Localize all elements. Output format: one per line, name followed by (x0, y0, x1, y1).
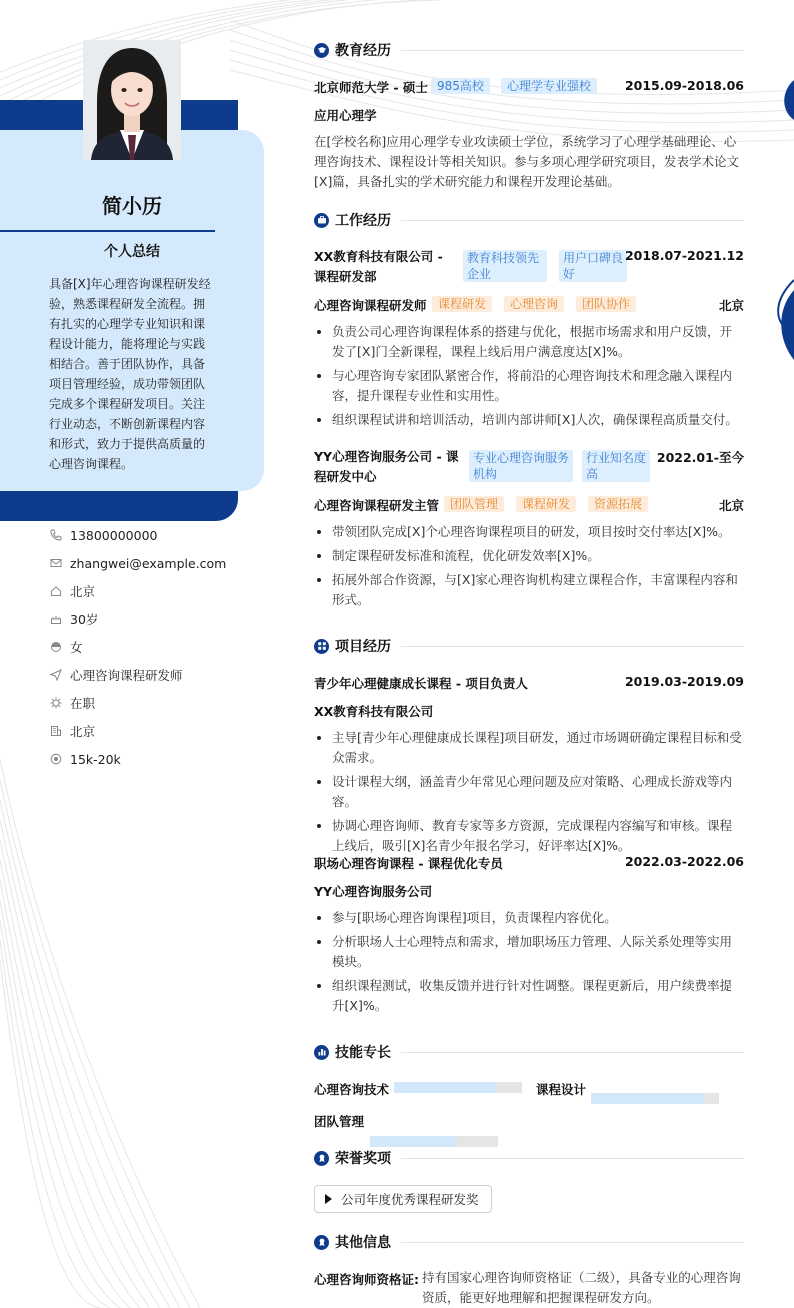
list-item: 拓展外部合作资源，与[X]家心理咨询机构建立课程合作，丰富课程内容和形式。 (314, 570, 744, 610)
avatar (83, 40, 181, 160)
list-item: 设计课程大纲，涵盖青少年常见心理问题及应对策略、心理成长游戏等内容。 (314, 772, 744, 812)
info-icon (314, 1235, 329, 1250)
profile-name: 简小历 (102, 194, 162, 218)
section-title-awards: 荣誉奖项 (335, 1151, 391, 1167)
skill-3-name: 团队管理 (314, 1114, 365, 1129)
bar-chart-icon (314, 1045, 329, 1060)
job-1-date: 2018.07-2021.12 (624, 248, 744, 263)
section-header-education (314, 40, 744, 60)
home-icon (50, 585, 62, 597)
contact-item-status (50, 689, 250, 717)
list-item: 协调心理咨询师、教育专家等多方资源，完成课程内容编写和审核。课程上线后，吸引[X]名青少年报名学习，好评率达[X]%。 (314, 816, 744, 856)
job-1-role: 心理咨询课程研发师 (314, 298, 427, 313)
section-header-awards (314, 1148, 744, 1168)
contact-city-text: 北京 (70, 724, 96, 739)
contact-item-salary (50, 745, 250, 773)
job-2-date: 2022.01-至今 (656, 450, 744, 465)
education-tag-1: 985高校 (431, 78, 490, 94)
contact-gender-text: 女 (70, 640, 83, 655)
section-title-education: 教育经历 (335, 43, 391, 59)
contact-email-text: zhangwei@example.com (70, 555, 227, 571)
grid-icon (314, 639, 329, 654)
job-1-skill-2: 心理咨询 (504, 296, 564, 312)
list-item: 组织课程试讲和培训活动，培训内部讲师[X]人次，确保课程高质量交付。 (314, 410, 744, 430)
medal-icon (314, 1151, 329, 1166)
job-2-skill-1: 团队管理 (444, 496, 504, 512)
job-1-tag-1: 教育科技领先企业 (463, 250, 547, 282)
skill-2-bar-fill (591, 1093, 704, 1104)
section-title-work: 工作经历 (335, 213, 391, 229)
status-icon (50, 697, 62, 709)
summary-title: 个人总结 (104, 244, 160, 260)
contact-phone-text: 13800000000 (70, 527, 158, 543)
send-icon (50, 669, 62, 681)
list-item: 负责公司心理咨询课程体系的搭建与优化，根据市场需求和用户反馈，开发了[X]门全新课程，课程上线后用户满意度达[X]%。 (314, 322, 744, 362)
section-divider (401, 1242, 744, 1243)
list-item: 组织课程测试，收集反馈并进行针对性调整。课程更新后，用户续费率提升[X]%。 (314, 976, 744, 1016)
section-header-projects (314, 636, 744, 656)
list-item: 主导[青少年心理健康成长课程]项目研发，通过市场调研确定课程目标和受众需求。 (314, 728, 744, 768)
job-1-bullets (314, 322, 744, 434)
section-header-skills (314, 1042, 744, 1062)
other-label: 心理咨询师资格证: (314, 1272, 419, 1287)
contact-salary-text: 15k-20k (70, 751, 121, 767)
job-2-company: YY心理咨询服务公司 - 课程研发中心 (314, 449, 459, 484)
list-item: 参与[职场心理咨询课程]项目，负责课程内容优化。 (314, 908, 744, 928)
contact-item-age (50, 605, 250, 633)
play-triangle-icon (325, 1194, 332, 1204)
briefcase-icon (314, 213, 329, 228)
job-1-company: XX教育科技有限公司 - 课程研发部 (314, 249, 443, 284)
project-1-bullets (314, 728, 744, 860)
contact-item-gender (50, 633, 250, 661)
project-2-org: YY心理咨询服务公司 (314, 884, 433, 899)
skill-2-bar (591, 1093, 719, 1104)
contact-age-text: 30岁 (70, 612, 99, 627)
job-2-tag-1: 专业心理咨询服务机构 (469, 450, 573, 482)
section-header-other (314, 1232, 744, 1252)
section-divider (401, 50, 744, 51)
right-edge-decoration (774, 80, 794, 360)
contact-position-text: 心理咨询课程研发师 (70, 668, 183, 683)
section-header-work (314, 210, 744, 230)
skill-1-name: 心理咨询技术 (314, 1082, 390, 1097)
contact-item-phone (50, 521, 250, 549)
project-1-name: 青少年心理健康成长课程 - 项目负责人 (314, 676, 528, 691)
summary-text: 具备[X]年心理咨询课程研发经验，熟悉课程研发全流程。拥有扎实的心理学专业知识和课程设计能力，能将理论与实践相结合。善于团队协作，具备项目管理经验，成功带领团队完成多个课程研发项目。关注行业动态，不断创新课程内容和形式，致力于提供高质量的心理咨询课程。 (49, 277, 211, 471)
education-date: 2015.09-2018.06 (624, 78, 744, 93)
section-divider (401, 646, 744, 647)
salary-icon (50, 753, 62, 765)
job-2-role: 心理咨询课程研发主管 (314, 498, 440, 513)
list-item: 带领团队完成[X]个心理咨询课程项目的研发，项目按时交付率达[X]%。 (314, 522, 744, 542)
section-divider (401, 1052, 744, 1053)
skill-1-bar (394, 1082, 522, 1093)
section-title-projects: 项目经历 (335, 639, 391, 655)
contact-list (50, 521, 250, 773)
education-major: 应用心理学 (314, 108, 377, 123)
contact-item-city (50, 717, 250, 745)
name-underline (0, 230, 215, 232)
contact-item-position (50, 661, 250, 689)
award-text: 公司年度优秀课程研发奖 (341, 1192, 479, 1207)
contact-item-email (50, 549, 250, 577)
phone-icon (50, 529, 62, 541)
education-school: 北京师范大学 - 硕士 (314, 80, 428, 95)
contact-item-location (50, 577, 250, 605)
project-2-date: 2022.03-2022.06 (624, 854, 744, 869)
other-text: 持有国家心理咨询师资格证（二级），具备专业的心理咨询资质，能更好地理解和把握课程研发方向。 (422, 1270, 741, 1305)
contact-location-text: 北京 (70, 584, 96, 599)
job-2-skill-2: 课程研发 (516, 496, 576, 512)
skill-3-bar (370, 1136, 498, 1147)
skill-2-name: 课程设计 (536, 1082, 587, 1097)
skill-3-bar-fill (370, 1136, 457, 1147)
main-column (314, 0, 744, 1305)
award-item (314, 1185, 492, 1213)
project-1-org: XX教育科技有限公司 (314, 704, 434, 719)
job-2-city: 北京 (718, 498, 744, 513)
list-item: 制定课程研发标准和流程，优化研发效率[X]%。 (314, 546, 744, 566)
education-description: 在[学校名称]应用心理学专业攻读硕士学位，系统学习了心理学基础理论、心理咨询技术、课程设计等相关知识。参与多项心理学研究项目，发表学术论文[X]篇，具备扎实的学术研究能力和课程开发理论基础。 (314, 134, 740, 189)
job-1-city: 北京 (718, 298, 744, 313)
section-divider (401, 1158, 744, 1159)
contact-status-text: 在职 (70, 696, 96, 711)
email-icon (50, 557, 62, 569)
job-1-skill-1: 课程研发 (432, 296, 492, 312)
job-1-skill-3: 团队协作 (576, 296, 636, 312)
age-icon (50, 613, 62, 625)
project-2-name: 职场心理咨询课程 - 课程优化专员 (314, 856, 503, 871)
list-item: 与心理咨询专家团队紧密合作，将前沿的心理咨询技术和理念融入课程内容，提升课程专业性和实用性。 (314, 366, 744, 406)
section-title-other: 其他信息 (335, 1235, 391, 1251)
gender-icon (50, 641, 62, 653)
building-icon (50, 725, 62, 737)
job-2-bullets (314, 522, 744, 614)
list-item: 分析职场人士心理特点和需求，增加职场压力管理、人际关系处理等实用模块。 (314, 932, 744, 972)
job-1-tag-2: 用户口碑良好 (559, 250, 627, 282)
graduation-cap-icon (314, 43, 329, 58)
skill-1-bar-fill (394, 1082, 496, 1093)
section-divider (401, 220, 744, 221)
job-2-skill-3: 资源拓展 (588, 496, 648, 512)
avatar-photo (83, 40, 181, 160)
project-2-bullets (314, 908, 744, 1020)
education-tag-2: 心理学专业强校 (501, 78, 597, 94)
section-title-skills: 技能专长 (335, 1045, 391, 1061)
project-1-date: 2019.03-2019.09 (624, 674, 744, 689)
job-2-tag-2: 行业知名度高 (582, 450, 650, 482)
